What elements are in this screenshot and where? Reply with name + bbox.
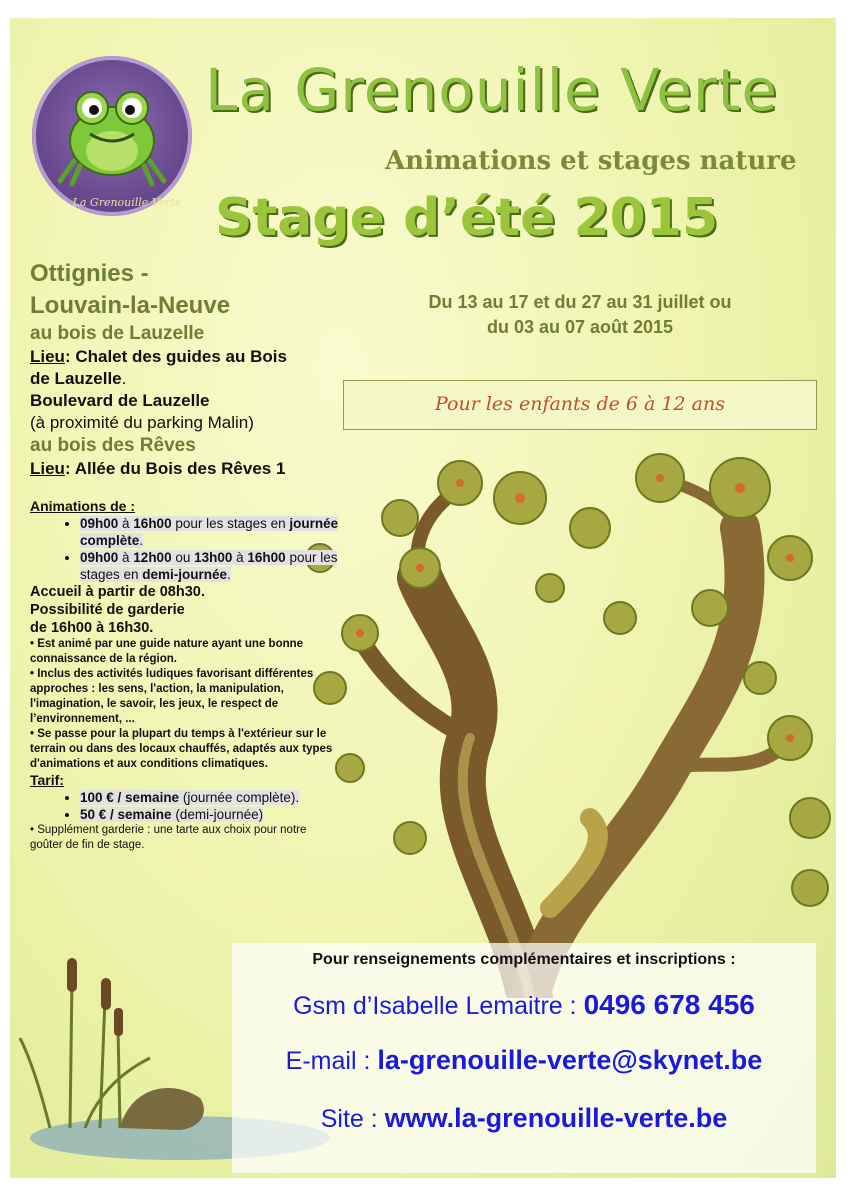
parking: (à proximité du parking Malin) — [30, 413, 254, 432]
lieu-label-2: Lieu — [30, 459, 65, 478]
lieu-1-b — [30, 368, 340, 390]
site-link[interactable]: www.la-grenouille-verte.be — [384, 1103, 728, 1133]
contact-email — [232, 1045, 816, 1076]
dates-line-1: Du 13 au 17 et du 27 au 31 juillet ou — [428, 292, 732, 312]
logo-text: La Grenouille Verte — [72, 196, 182, 209]
garderie-2: de 16h00 à 16h30. — [30, 620, 154, 636]
gsm-value[interactable]: 0496 678 456 — [583, 989, 755, 1020]
gsm-label: Gsm d’Isabelle Lemaitre : — [293, 992, 584, 1020]
poster — [10, 18, 836, 1178]
animation-item-1: • 09h00 à 16h00 pour les stages en journée complète. — [80, 515, 340, 549]
email-link[interactable]: la-grenouille-verte@skynet.be — [377, 1045, 763, 1075]
lieu-2-text: : Allée du Bois des Rêves 1 — [64, 459, 286, 478]
dates-line-2: du 03 au 07 août 2015 — [486, 317, 674, 337]
lieu-1-text-a: : Chalet des guides au Bois — [64, 347, 287, 366]
brand-title: La Grenouille Verte — [205, 56, 779, 124]
contact-site — [232, 1103, 816, 1134]
email-label: E-mail : — [285, 1047, 378, 1075]
frog-icon — [32, 56, 192, 216]
garderie-1: Possibilité de garderie — [30, 602, 185, 618]
tarif-list — [30, 789, 340, 823]
info-column — [30, 258, 340, 853]
subtitle: Animations et stages nature — [385, 146, 797, 176]
animation-item-2: • 09h00 à 12h00 ou 13h00 à 16h00 pour les stages en demi-journée. — [80, 549, 340, 583]
stage-title: Stage d’été 2015 — [215, 188, 719, 248]
lieu-label-1: Lieu — [30, 347, 65, 366]
place-2: au bois des Rêves — [30, 435, 196, 456]
accueil: Accueil à partir de 08h30. — [30, 584, 205, 600]
contact-box — [232, 943, 816, 1173]
lieu-1 — [30, 346, 340, 368]
bullet-2: • Inclus des activités ludiques favorisant différentes approches : les sens, l'action, la manipulation, l'imagination, le savoir, les jeux, le respect de l’environnement, ... — [30, 668, 314, 725]
lieu-1-text-b: de Lauzelle — [30, 369, 122, 388]
place-1: au bois de Lauzelle — [30, 323, 205, 344]
tarif-item-1: • 100 € / semaine (journée complète). — [80, 789, 340, 806]
lieu-2 — [30, 458, 340, 480]
supplement: • Supplément garderie : une tarte aux choix pour notre goûter de fin de stage. — [30, 824, 307, 851]
dates — [370, 290, 790, 340]
bullet-1: • Est animé par une guide nature ayant une bonne connaissance de la région. — [30, 638, 304, 665]
children-age-box: Pour les enfants de 6 à 12 ans — [343, 380, 817, 430]
city-line-1: Ottignies - — [30, 260, 149, 287]
contact-gsm — [232, 989, 816, 1021]
animations-title: Animations de : — [30, 498, 136, 514]
bullet-3: • Se passe pour la plupart du temps à l'extérieur sur le terrain ou dans des locaux chauffés, adaptés aux types d'animations et aux conditions climatiques. — [30, 728, 333, 770]
boulevard: Boulevard de Lauzelle — [30, 391, 210, 410]
contact-title: Pour renseignements complémentaires et inscriptions : — [312, 951, 736, 968]
lieu-1-period: . — [121, 369, 127, 388]
tarif-title: Tarif: — [30, 772, 64, 788]
site-label: Site : — [320, 1105, 385, 1133]
city-line-2: Louvain-la-Neuve — [30, 292, 231, 319]
animations-list — [30, 515, 340, 583]
tarif-item-2: • 50 € / semaine (demi-journée) — [80, 806, 340, 823]
tree-illustration — [290, 438, 836, 998]
frog-logo — [32, 56, 192, 216]
